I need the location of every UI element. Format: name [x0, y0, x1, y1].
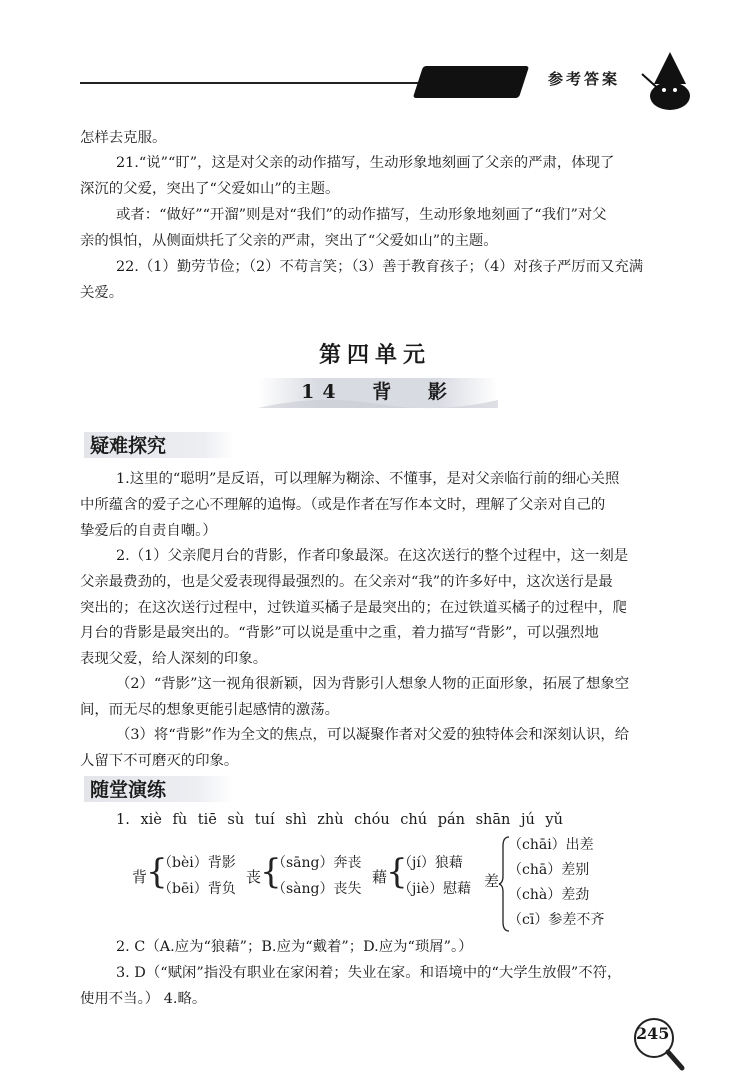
- polyphone-char: 藉: [372, 868, 388, 886]
- pinyin-answers: 1. xiè fù tiē sù tuí shì zhù chóu chú pán shān jú yǔ: [116, 812, 563, 828]
- polyphone-group: [372, 848, 482, 908]
- header-bar: [413, 66, 529, 98]
- polyphone-char: 差: [484, 872, 500, 890]
- answer-text-line: 3. D（“赋闲”指没有职业在家闲着；失业在家。和语境中的“大学生放假”不符，: [116, 965, 622, 981]
- answer-text-line: 或者：“做好”“开溜”则是对“我们”的动作描写，生动形象地刻画了“我们”对父: [116, 207, 607, 223]
- answer-text-line: 表现父爱，给人深刻的印象。: [80, 651, 268, 667]
- answer-text-line: 22.（1）勤劳节俭；（2）不苟言笑；（3）善于教育孩子；（4）对孩子严厉而又充满: [116, 259, 644, 275]
- answer-text-line: （3）将“背影”作为全文的焦点，可以凝聚作者对父爱的独特体会和深刻认识，给: [116, 727, 630, 743]
- answer-text-line: 亲的惧怕，从侧面烘托了父亲的严肃，突出了“父爱如山”的主题。: [80, 233, 498, 249]
- polyphone-reading: （bēi）背负: [158, 881, 236, 897]
- answer-text-line: 间，而无尽的想象更能引起感情的激荡。: [80, 702, 340, 718]
- polyphone-reading: （sāng）奔丧: [272, 855, 362, 871]
- polyphone-reading: （jí）狼藉: [398, 855, 463, 871]
- lesson-title: 14 背 影: [301, 381, 455, 403]
- answer-text-line: 2. C（A.应为“狼藉”；B.应为“戴着”；D.应为“琐屑”。）: [116, 939, 473, 955]
- polyphone-reading: （jiè）慰藉: [398, 881, 472, 897]
- answer-text-line: 1.这里的“聪明”是反语，可以理解为糊涂、不懂事，是对父亲临行前的细心关照: [116, 471, 620, 487]
- answer-text-line: 月台的背影是最突出的。“背影”可以说是重中之重，着力描写“背影”，可以强烈地: [80, 625, 599, 641]
- section-heading-explore: 疑难探究: [90, 435, 167, 457]
- answer-text-line: 2.（1）父亲爬月台的背影，作者印象最深。在这次送行的整个过程中，这一刻是: [116, 548, 629, 564]
- page-number: 245: [636, 1024, 670, 1043]
- polyphone-char: 丧: [246, 868, 262, 886]
- header-title: 参考答案: [548, 70, 621, 88]
- polyphone-reading: （chà）差劲: [508, 887, 590, 903]
- polyphone-reading: （bèi）背影: [158, 855, 236, 871]
- brace-icon: {: [386, 852, 408, 892]
- polyphone-reading: （chā）差别: [508, 862, 590, 878]
- brace-icon: {: [260, 852, 282, 892]
- unit-title: 第四单元: [318, 342, 431, 368]
- answer-text-line: 中所蕴含的爱子之心不理解的追悔。（或是作者在写作本文时，理解了父亲对自己的: [80, 497, 606, 513]
- polyphone-reading: （chāi）出差: [508, 837, 594, 853]
- answer-text-line: 关爱。: [80, 285, 124, 301]
- brace-icon: {: [146, 852, 168, 892]
- answer-text-line: 怎样去克服。: [80, 130, 167, 146]
- answer-text-line: 突出的；在这次送行过程中，过铁道买橘子是最突出的；在过铁道买橘子的过程中，爬: [80, 600, 627, 616]
- wizard-mascot-icon: [640, 50, 700, 112]
- answer-text-line: 挚爱后的自责自嘲。）: [80, 523, 217, 539]
- answer-text-line: 使用不当。） 4.略。: [80, 991, 207, 1007]
- answer-text-line: 人留下不可磨灭的印象。: [80, 753, 239, 769]
- answer-text-line: （2）“背影”这一视角很新颖，因为背影引人想象人物的正面形象，拓展了想象空: [116, 676, 630, 692]
- polyphone-char: 背: [132, 868, 148, 886]
- header-rule: [80, 82, 425, 84]
- polyphone-group: [246, 848, 366, 908]
- answer-text-line: 深沉的父爱，突出了“父爱如山”的主题。: [80, 181, 340, 197]
- polyphone-group: [484, 834, 634, 934]
- answer-text-line: 父亲最费劲的，也是父爱表现得最强烈的。在父亲对“我”的许多好中，这次送行是最: [80, 574, 613, 590]
- polyphone-group: [132, 848, 242, 908]
- answer-text-line: 21.“说”“盯”，这是对父亲的动作描写，生动形象地刻画了父亲的严肃，体现了: [116, 155, 615, 171]
- section-heading-practice: 随堂演练: [90, 779, 167, 801]
- polyphone-reading: （cī）参差不齐: [508, 912, 605, 928]
- polyphone-reading: （sàng）丧失: [272, 881, 362, 897]
